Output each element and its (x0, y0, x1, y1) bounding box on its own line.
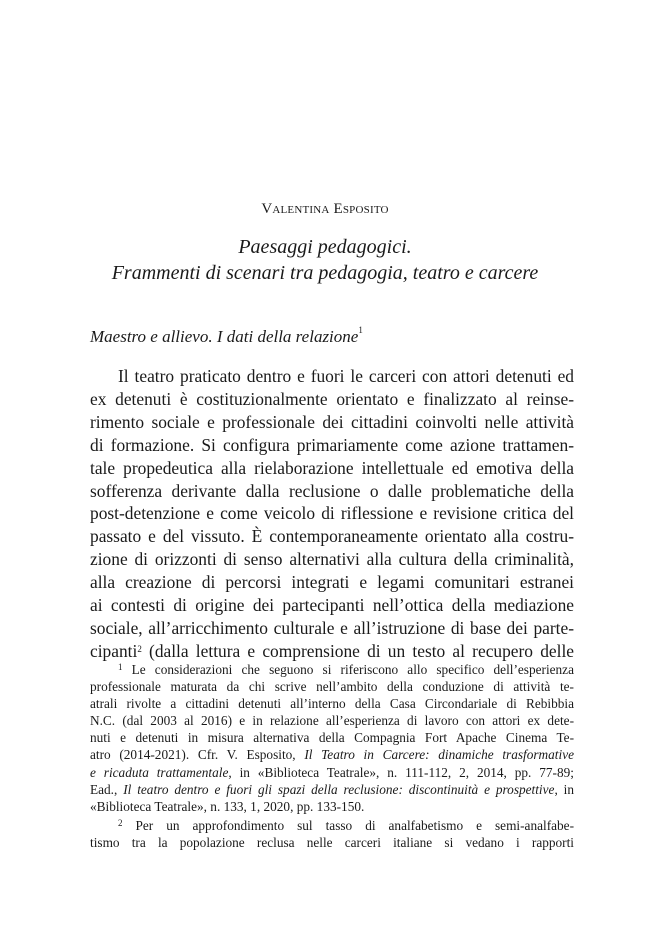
footnote-line (90, 661, 574, 678)
footnote-marker: 2 (118, 817, 123, 828)
footnote-1 (90, 661, 574, 815)
footnote-line: tismo tra la popolazione reclusa nelle carceri italiane si vedano i rapporti (90, 834, 574, 850)
footnote-line: atrali rivolte a cittadini detenuti all’interno della Casa Circondariale di Rebibbia (90, 696, 574, 712)
body-line: ex detenuti è costituzionalmente orientato e finalizzato al reinse- (90, 388, 574, 409)
body-line: tale propedeutica alla rielaborazione intellettuale ed emotiva della (90, 457, 574, 478)
body-line: Il teatro praticato dentro e fuori le carceri con attori detenuti ed (118, 366, 574, 386)
footnote-text: Le considerazioni che seguono si riferiscono allo specifico dell’esperienza (122, 662, 574, 677)
footnote-ref-2[interactable]: 2 (137, 643, 142, 654)
footnote-italic-title: Il Teatro in Carcere: dinamiche trasformative (304, 747, 574, 763)
title-line-1: Paesaggi pedagogici. (238, 236, 412, 258)
body-line: rimento sociale e professionale dei cittadini coinvolti nelle attività (90, 411, 574, 432)
footnote-line: nuti e detenuti in misura alternativa della Compagnia Fort Apache Cinema Te- (90, 730, 574, 746)
footnote-marker: 1 (118, 662, 123, 672)
body-line: passato e del vissuto. È contemporaneamente orientato alla costru- (90, 526, 574, 547)
body-text (90, 365, 574, 663)
footnote-text: , in «Biblioteca Teatrale», n. 111-112, 2, 2014, pp. 77-89; (228, 764, 574, 780)
title-line-2: Frammenti di scenari tra pedagogia, teatro e carcere (111, 262, 539, 284)
footnote-text: Per un approfondimento sul tasso di analfabetismo e semi-analfabe- (122, 817, 574, 833)
footnote-text: , in (554, 781, 574, 797)
chapter-title (0, 234, 650, 286)
body-line: sofferenza derivante dalla reclusione o dalle problematiche della (90, 480, 574, 501)
footnote-text: atro (2014-2021). Cfr. V. Esposito, (90, 747, 305, 763)
footnote-italic-title: Il teatro dentro e fuori gli spazi della reclusione: discontinuità e prospettive (123, 781, 555, 797)
body-text-segment: (dalla lettura e comprensione di un testo al recupero delle (141, 640, 574, 661)
body-line: post-detenzione e come veicolo di riflessione e revisione critica del (90, 503, 574, 524)
body-line: zione di orizzonti di senso alternativi alla cultura della criminalità, (90, 549, 574, 570)
body-line: di formazione. Si configura primariamente come azione trattamen- (90, 434, 574, 455)
footnote-ref-1[interactable]: 1 (358, 325, 363, 335)
footnote-line (90, 817, 574, 834)
footnote-text: Ead., (90, 781, 124, 797)
body-line: sociale, all’arricchimento culturale e all’istruzione di base dei parte- (90, 617, 574, 638)
footnote-line: N.C. (dal 2003 al 2016) e in relazione all’esperienza di lavoro con attori ex dete- (90, 713, 574, 729)
body-line-last (90, 640, 574, 663)
footnote-2 (90, 817, 574, 851)
section-heading (90, 327, 363, 347)
body-line: alla creazione di percorsi integrati e legami comunitari estranei (90, 572, 574, 593)
footnote-italic-title: e ricaduta trattamentale (90, 764, 229, 780)
author-name: Valentina Esposito (261, 201, 389, 217)
footnote-line (90, 746, 574, 763)
footnote-line (90, 764, 574, 781)
footnotes (90, 661, 574, 851)
footnote-line: professionale maturata da chi scrive nell’ambito della conduzione di attività te- (90, 679, 574, 695)
body-line: ai contesti di origine dei partecipanti nell’ottica della mediazione (90, 595, 574, 616)
footnote-line (90, 781, 574, 798)
footnote-line: «Biblioteca Teatrale», n. 133, 1, 2020, pp. 133-150. (90, 798, 365, 814)
body-text-segment: cipanti (90, 640, 138, 661)
section-heading-text: Maestro e allievo. I dati della relazione (90, 327, 359, 346)
